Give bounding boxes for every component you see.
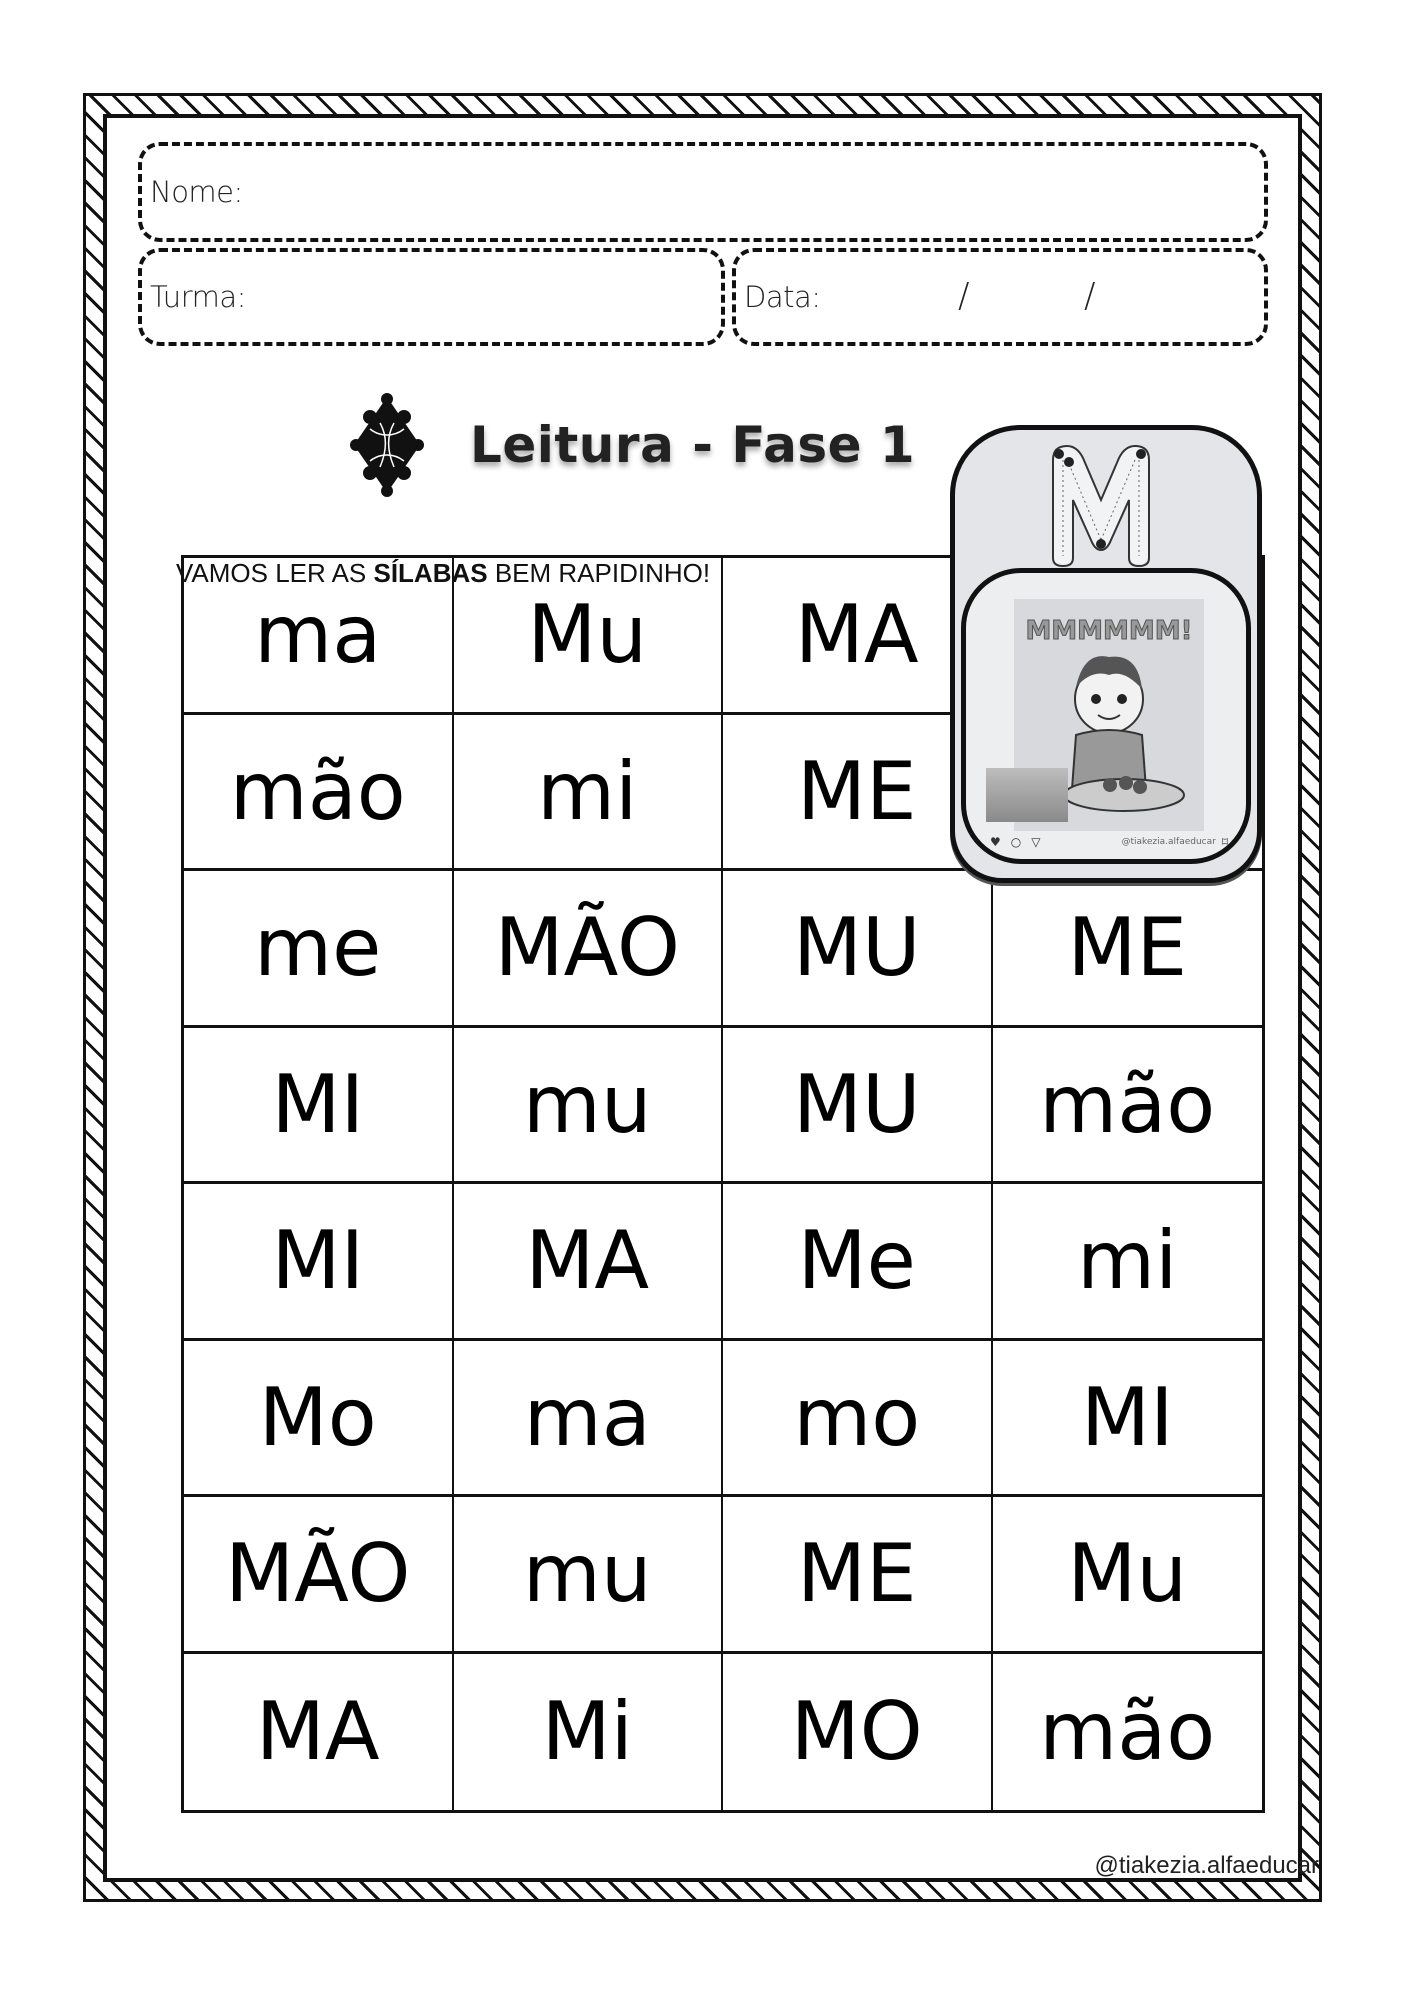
grid-cell: ma: [454, 1341, 724, 1498]
title-row: [350, 390, 915, 500]
svg-text:MMMMMM!: MMMMMM!: [1025, 616, 1193, 646]
grid-cell: mão: [184, 715, 454, 872]
grid-cell: mão: [993, 1028, 1263, 1185]
instruction-emphasis: SÍLABAS: [373, 558, 488, 588]
card-handle: @tiakezia.alfaeducar: [1121, 837, 1216, 847]
grid-cell: Me: [723, 1184, 993, 1341]
grid-cell: Mi: [454, 1654, 724, 1811]
grid-cell: MÃO: [184, 1497, 454, 1654]
comment-icon: ○: [1010, 835, 1022, 849]
date-separator-2: /: [1084, 276, 1096, 316]
grid-cell: MA: [184, 1654, 454, 1811]
grid-cell: MA: [723, 558, 993, 715]
date-field[interactable]: [732, 248, 1268, 346]
instruction-prefix: VAMOS LER AS: [176, 558, 374, 588]
date-label: Data:: [744, 280, 821, 314]
grid-cell: mi: [454, 715, 724, 872]
presenter-photo: [986, 768, 1068, 822]
share-icon: ▽: [1031, 835, 1041, 849]
instruction-suffix: BEM RAPIDINHO!: [487, 558, 711, 588]
grid-cell: Mo: [184, 1341, 454, 1498]
grid-cell: mi: [993, 1184, 1263, 1341]
page-title: Leitura - Fase 1: [470, 416, 916, 474]
grid-cell: ma: [184, 558, 454, 715]
grid-cell: ME: [723, 1497, 993, 1654]
card-illustration-frame: [961, 568, 1251, 864]
class-label: Turma:: [150, 280, 246, 314]
bookmark-icon: ⌑: [1221, 835, 1228, 849]
grid-cell: me: [184, 871, 454, 1028]
grid-cell: Mu: [454, 558, 724, 715]
letter-m-tracing-icon: [1039, 440, 1163, 568]
grid-cell: MO: [723, 1654, 993, 1811]
card-footer: [990, 833, 1228, 851]
grid-cell: mu: [454, 1497, 724, 1654]
author-watermark: @tiakezia.alfaeducar: [1094, 1852, 1319, 1879]
grid-cell: mu: [454, 1028, 724, 1185]
date-separator-1: /: [958, 276, 970, 316]
name-field[interactable]: [138, 142, 1268, 242]
letter-m-card: [950, 425, 1262, 883]
heart-icon: ♥: [990, 835, 1001, 849]
grid-cell: MU: [723, 871, 993, 1028]
class-field[interactable]: [138, 248, 725, 346]
grid-cell: MU: [723, 1028, 993, 1185]
grid-cell: MA: [454, 1184, 724, 1341]
grid-cell: MI: [184, 1028, 454, 1185]
grid-cell: Mu: [993, 1497, 1263, 1654]
puzzle-icon: [350, 393, 424, 497]
grid-cell: mo: [723, 1341, 993, 1498]
grid-cell: MI: [184, 1184, 454, 1341]
grid-cell: ME: [723, 715, 993, 872]
name-label: Nome:: [150, 175, 243, 209]
grid-cell: MI: [993, 1341, 1263, 1498]
grid-cell: MÃO: [454, 871, 724, 1028]
grid-cell: ME: [993, 871, 1263, 1028]
grid-cell: mão: [1039, 1685, 1216, 1779]
